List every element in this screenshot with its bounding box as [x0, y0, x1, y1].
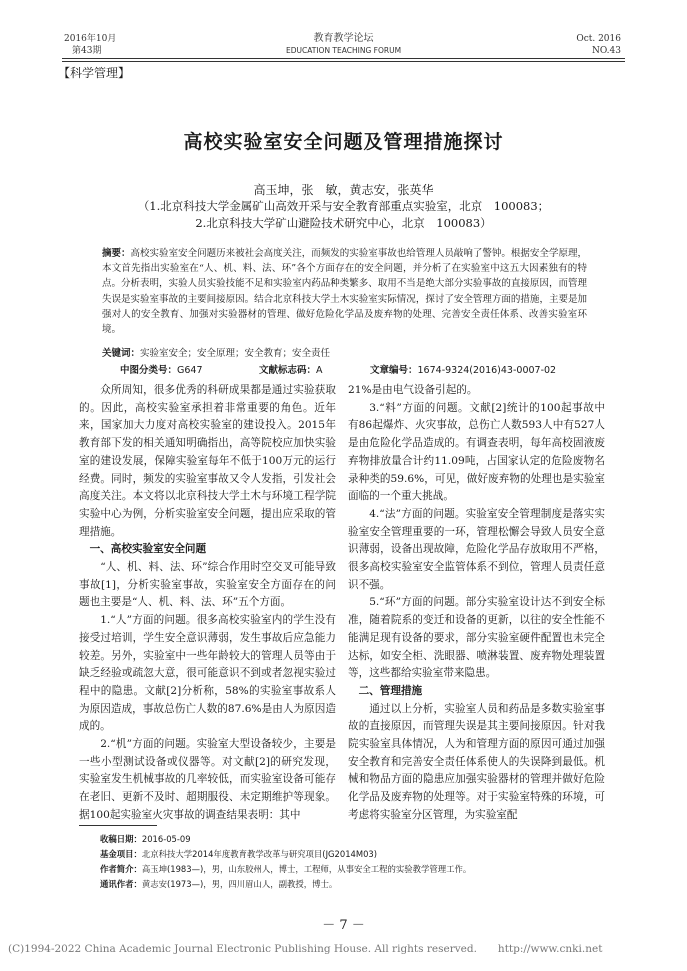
doc-label: 文献标志码： [259, 365, 317, 376]
paragraph: 5.“环”方面的问题。部分实验室设计达不到安全标准，随着院系的变迁和设备的更新，以往的安全性能不能满足现有设备的要求，部分实验室硬件配置也未完全达标，如安全柜、洗眼器、喷淋装置、废弃物处理装置等，这些都给实验室带来隐患。 [348, 596, 605, 680]
section-tag: 【科学管理】 [58, 66, 131, 80]
doc-value: A [316, 365, 323, 376]
article-value: 1674-9324(2016)43-0007-02 [417, 365, 557, 376]
fund-project: 基金项目：北京科技大学2014年度教育教学改革与研究项目(JG2014M03) [100, 849, 378, 859]
author-list: 高玉坤，张 敏，黄志安，张英华 [253, 183, 434, 197]
received-date: 收稿日期：2016-05-09 [100, 834, 191, 844]
paragraph: 3.“料”方面的问题。文献[2]统计的100起事故中有86起爆炸、火灾事故，总伤亡人数593人中有527人是由危险化学品造成的。有调查表明，每年高校固液废弃物排放量合计约11.09吨，占国家认定的危险废物名录种类的59.6%，可见，做好废弃物的处理也是实验室面临的一个重大挑战。 [348, 401, 605, 503]
header-rule [62, 58, 625, 59]
footnote-rule [79, 825, 157, 826]
header-date-cn: 2016年10月 [64, 34, 117, 44]
paper-title: 高校实验室安全问题及管理措施探讨 [183, 131, 504, 153]
keywords-text: 实验室安全；安全原理；安全教育；安全责任 [140, 348, 331, 359]
paragraph: “人、机、料、法、环”综合作用时空交叉可能导致事故[1]，分析实验室事故，实验室安全方面存在的问题也主要是“人、机、料、法、环”五个方面。 [79, 561, 336, 609]
article-number [370, 362, 556, 376]
section-heading-1: 一、高校实验室安全问题 [89, 543, 207, 556]
corresponding-author: 通讯作者：黄志安(1973—)，男，四川眉山人，副教授，博士。 [100, 879, 338, 889]
paragraph: 2.“机”方面的问题。实验室大型设备较少，主要是一些小型测试设备或仪器等。对文献[2]的研究发现，实验室发生机械事故的几率较低，而实验室设备可能存在老旧、更新不及时、超期服役、未定期维护等现象。据100起实验室火灾事故的调查结果表明：其中 [79, 738, 336, 821]
page-number: － 7 － [322, 918, 365, 933]
clc-number [120, 362, 203, 376]
abstract-text: 高校实验室安全问题历来被社会高度关注，而频发的实验室事故也给管理人员敲响了警钟。根据安全学原理，本文首先指出实验室在“人、机、料、法、环”各个方面存在的安全问题，并分析了在实验室中这五大因素独有的特点。分析表明，实验人员实验技能不足和实验室内药品种类繁多、取用不当是绝大部分实验事故的直接原因，而管理失误是实验室事故的主要间接原因。结合北京科技大学土木实验室实际情况，探讨了安全管理方面的措施，主要是加强对人的安全教育、加强对实验器材的管理、做好危险化学品及废弃物的处理、完善安全责任体系、改善实验室环境。 [102, 248, 587, 336]
paragraph: 众所周知，很多优秀的科研成果都是通过实验获取的。因此，高校实验室承担着非常重要的角色。近年来，国家加大力度对高校实验室的建设投入。2015年教育部下发的相关通知明确指出，高等院校应加快实验室的建设发展，保障实验室每年不低于100万元的运行经费。同时，频发的实验室事故又令人发指，引发社会高度关注。本文将以北京科技大学土木与环境工程学院实验中心为例，分析实验室安全问题，提出应采取的管理措施。 [79, 384, 336, 538]
abstract-label: 摘要： [102, 248, 131, 259]
paragraph: 21%是由电气设备引起的。 [348, 384, 478, 396]
keywords-label: 关键词： [102, 348, 141, 359]
clc-label: 中图分类号： [120, 365, 178, 376]
header-rule-2 [62, 61, 625, 62]
affiliation-2: 2.北京科技大学矿山避险技术研究中心，北京 100083） [195, 216, 492, 230]
affiliation-1: （1.北京科技大学金属矿山高效开采与安全教育部重点实验室，北京 100083； [137, 199, 550, 213]
right-column [348, 382, 605, 825]
header-issue-cn: 第43期 [72, 46, 102, 56]
paragraph: 4.“法”方面的问题。实验室安全管理制度是落实实验室安全管理重要的一环，管理松懈会导致人员安全意识薄弱，设备出现故障，危险化学品存放取用不严格，很多高校实验室安全监管体系不到位，管理人员责任意识不强。 [348, 507, 605, 591]
section-heading-2: 二、管理措施 [358, 684, 423, 697]
header-issue-en: NO.43 [591, 46, 621, 56]
keywords [102, 346, 587, 361]
paragraph: 1.“人”方面的问题。很多高校实验室内的学生没有接受过培训，学生安全意识薄弱，发生事故后应急能力较差。另外，实验室中一些年龄较大的管理人员等由于缺乏经验或疏忽大意，很可能意识不到或者忽视实验过程中的隐患。文献[2]分析称，58%的实验室事故系人为原因造成，事故总伤亡人数的87.6%是由人为原因造成的。 [79, 614, 336, 733]
doc-code [259, 362, 323, 376]
header-date-en: Oct. 2016 [576, 34, 621, 44]
abstract [102, 246, 587, 337]
left-column [79, 382, 336, 825]
footnotes [100, 832, 600, 892]
copyright-line: (C)1994-2022 China Academic Journal Electronic Publishing House. All rights reserved. http://www.cnki.net [8, 943, 603, 955]
article-label: 文章编号： [370, 365, 418, 376]
clc-value: G647 [177, 365, 203, 376]
author-bio: 作者简介：高玉坤(1983—)，男，山东胶州人，博士，工程师，从事安全工程的实验教学管理工作。 [100, 864, 472, 874]
header-journal-cn: 教育教学论坛 [313, 33, 374, 44]
paragraph: 通过以上分析，实验室人员和药品是多数实验室事故的直接原因，而管理失误是其主要间接原因。针对我院实验室具体情况，人为和管理方面的原因可通过加强安全教育和完善安全责任体系使人的失误降到最低。机械和物品方面的隐患应加强实验器材的管理并做好危险化学品及废弃物的处理等。对于实验室特殊的环境，可考虑将实验室分区管理，为实验室配 [348, 702, 605, 821]
header-journal-en: EDUCATION TEACHING FORUM [285, 46, 402, 55]
